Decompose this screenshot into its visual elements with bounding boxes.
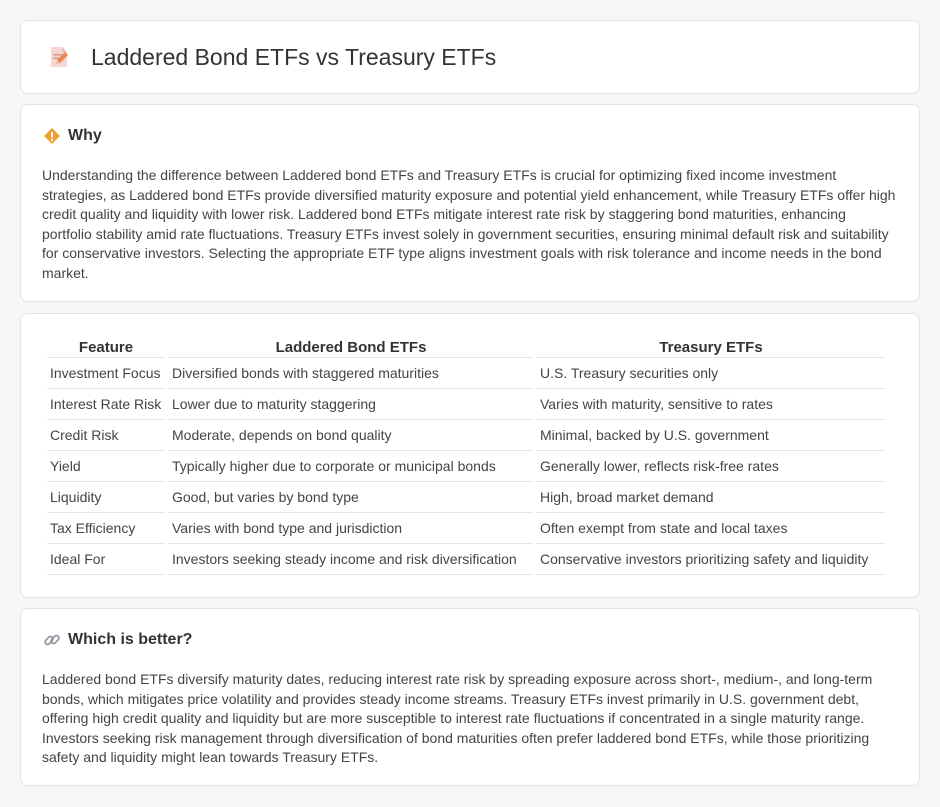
table-cell: U.S. Treasury securities only	[537, 358, 885, 389]
why-text: Understanding the difference between Laddered bond ETFs and Treasury ETFs is crucial for optimizing fixed income investment strategies, as Laddered bond ETFs provide diversified maturity exposure and potential yield enhancement, while Treasury ETFs offer high credit quality and liquidity with lower risk. Laddered bond ETFs mitigate interest rate risk by staggering bond maturities, enhancing portfolio stability amid rate fluctuations. Treasury ETFs invest solely in government securities, ensuring minimal default risk and suitability for conservative investors. Selecting the appropriate ETF type aligns investment goals with risk tolerance and income needs in the bond market.	[42, 167, 896, 281]
which-better-section	[20, 608, 920, 786]
why-section	[20, 104, 920, 302]
link-icon	[43, 631, 61, 649]
column-header: Feature	[47, 335, 165, 358]
better-title: Which is better?	[68, 631, 193, 648]
table-row	[47, 513, 885, 544]
table-row	[47, 389, 885, 420]
column-header: Treasury ETFs	[537, 335, 885, 358]
table-header-row	[47, 335, 885, 358]
table-cell: Varies with maturity, sensitive to rates	[537, 389, 885, 420]
comparison-table	[43, 335, 889, 575]
diamond-warning-icon	[43, 127, 61, 145]
table-cell: Often exempt from state and local taxes	[537, 513, 885, 544]
table-cell: Typically higher due to corporate or municipal bonds	[169, 451, 533, 482]
table-cell: Investors seeking steady income and risk diversification	[169, 544, 533, 575]
table-cell: Moderate, depends on bond quality	[169, 420, 533, 451]
document-pencil-icon	[47, 45, 71, 69]
comparison-section	[20, 313, 920, 598]
table-row	[47, 358, 885, 389]
table-cell: Ideal For	[47, 544, 165, 575]
table-cell: Tax Efficiency	[47, 513, 165, 544]
table-cell: Credit Risk	[47, 420, 165, 451]
table-cell: Varies with bond type and jurisdiction	[169, 513, 533, 544]
table-cell: Liquidity	[47, 482, 165, 513]
page-title: Laddered Bond ETFs vs Treasury ETFs	[91, 43, 497, 70]
title-row	[21, 21, 919, 93]
column-header: Laddered Bond ETFs	[169, 335, 533, 358]
table-row	[47, 451, 885, 482]
table-cell: Interest Rate Risk	[47, 389, 165, 420]
table-cell: Minimal, backed by U.S. government	[537, 420, 885, 451]
better-header	[43, 631, 192, 649]
table-cell: Diversified bonds with staggered maturities	[169, 358, 533, 389]
title-card	[20, 20, 920, 94]
table-cell: Investment Focus	[47, 358, 165, 389]
table-cell: Lower due to maturity staggering	[169, 389, 533, 420]
table-row	[47, 544, 885, 575]
table-row	[47, 482, 885, 513]
table-cell: Good, but varies by bond type	[169, 482, 533, 513]
table-row	[47, 420, 885, 451]
table-cell: Generally lower, reflects risk-free rates	[537, 451, 885, 482]
why-title: Why	[68, 127, 102, 144]
table-cell: Yield	[47, 451, 165, 482]
table-cell: High, broad market demand	[537, 482, 885, 513]
why-header	[43, 127, 102, 145]
table-cell: Conservative investors prioritizing safety and liquidity	[537, 544, 885, 575]
better-text: Laddered bond ETFs diversify maturity dates, reducing interest rate risk by spreading exposure across short-, medium-, and long-term bonds, which mitigates price volatility and provides steady income streams. Treasury ETFs invest primarily in U.S. government debt, offering high credit quality and liquidity but are more susceptible to interest rate fluctuations if concentrated in a single maturity range. Investors seeking risk management through diversification of bond maturities often prefer laddered bond ETFs, while those prioritizing safety and liquidity might lean towards Treasury ETFs.	[42, 671, 873, 765]
